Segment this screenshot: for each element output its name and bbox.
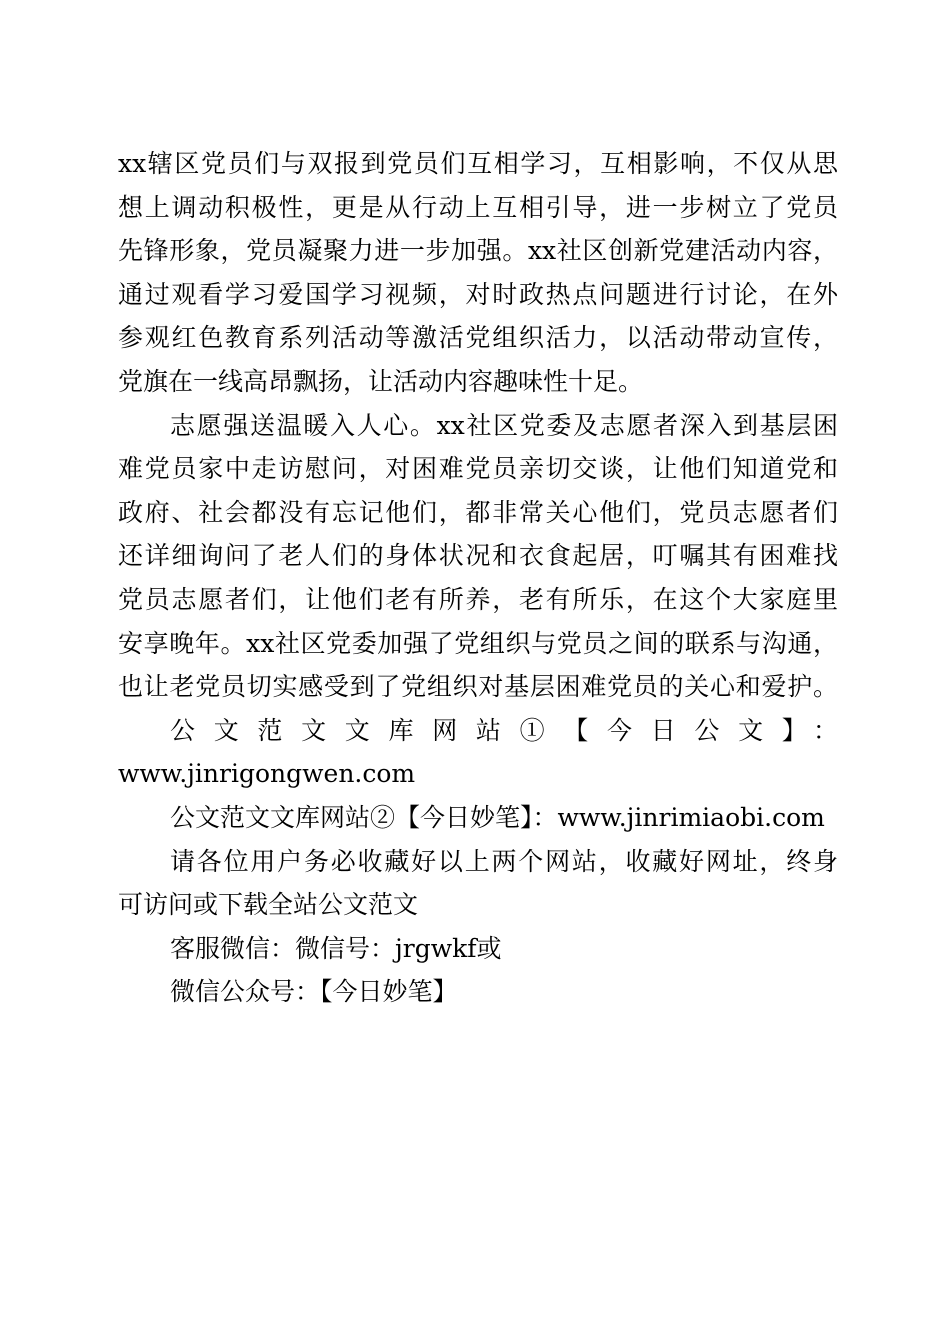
text-line: 先锋形象，党员凝聚力进一步加强。xx社区创新党建活动内容， — [118, 236, 838, 266]
text-line: 通过观看学习爱国学习视频，对时政热点问题进行讨论，在外 — [118, 279, 838, 309]
text-line: 参观红色教育系列活动等激活党组织活力，以活动带动宣传， — [118, 323, 838, 353]
customer-service-line: 客服微信：微信号：jrgwkf或 — [170, 933, 502, 963]
paragraph-party-members — [118, 142, 838, 404]
text-line: 党旗在一线高昂飘扬，让活动内容趣味性十足。 — [118, 366, 644, 396]
paragraph-volunteers — [118, 404, 838, 709]
official-account-line: 微信公众号：【今日妙笔】 — [170, 977, 458, 1007]
text-line: 也让老党员切实感受到了党组织对基层困难党员的关心和爱护。 — [118, 672, 838, 702]
text-line: 还详细询问了老人们的身体状况和衣食起居，叮嘱其有困难找 — [118, 541, 838, 571]
text-line: 想上调动积极性，更是从行动上互相引导，进一步树立了党员 — [118, 192, 838, 222]
text-line: 志愿强送温暖入人心。xx社区党委及志愿者深入到基层困 — [170, 410, 838, 440]
site-one-block — [118, 709, 838, 796]
text-line: 难党员家中走访慰问，对困难党员亲切交谈，让他们知道党和 — [118, 454, 838, 484]
site-one-url[interactable]: www.jinrigongwen.com — [118, 759, 416, 789]
text-line: 党员志愿者们，让他们老有所养，老有所乐，在这个大家庭里 — [118, 584, 838, 614]
text-line: 安享晚年。xx社区党委加强了党组织与党员之间的联系与沟通， — [118, 628, 838, 658]
site-one-label: 公文范文文库网站①【今日公文】： — [170, 715, 838, 745]
site-two-line: 公文范文文库网站②【今日妙笔】：www.jinrimiaobi.com — [170, 802, 825, 832]
notice-line: 请各位用户务必收藏好以上两个网站，收藏好网址，终身 — [170, 846, 838, 876]
document-page — [118, 142, 838, 1014]
text-line: 政府、社会都没有忘记他们，都非常关心他们，党员志愿者们 — [118, 497, 838, 527]
notice-line: 可访问或下载全站公文范文 — [118, 890, 419, 920]
notice-block — [118, 840, 838, 927]
text-line: xx辖区党员们与双报到党员们互相学习，互相影响，不仅从思 — [118, 149, 838, 178]
